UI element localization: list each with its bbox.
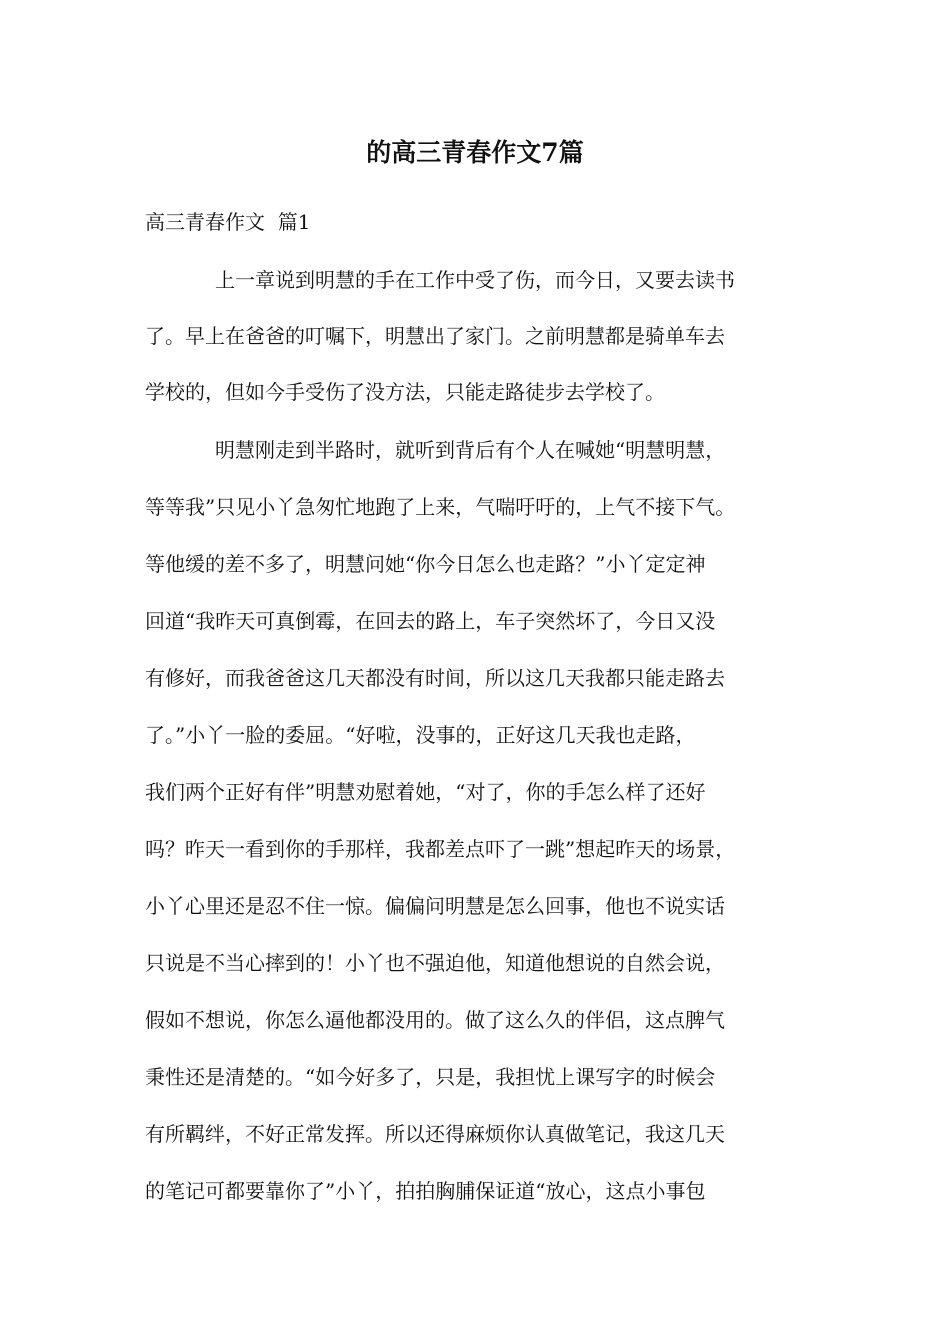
paragraph-line: 了。早上在爸爸的叮嘱下，明慧出了家门。之前明慧都是骑单车去 — [145, 324, 725, 348]
document-title: 的高三青春作文7篇 — [366, 138, 584, 167]
paragraph-line: 明慧刚走到半路时，就听到背后有个人在喊她“明慧明慧， — [215, 438, 726, 462]
paragraph-line: 我们两个正好有伴”明慧劝慰着她，“对了，你的手怎么样了还好 — [145, 780, 706, 804]
paragraph-line: 小丫心里还是忍不住一惊。偏偏问明慧是怎么回事，他也不说实话 — [145, 894, 725, 918]
paragraph-line: 等他缓的差不多了，明慧问她“你今日怎么也走路？”小丫定定神 — [145, 552, 706, 576]
paragraph-line: 只说是不当心摔到的！小丫也不强迫他，知道他想说的自然会说， — [145, 951, 725, 975]
paragraph-line: 的笔记可都要靠你了”小丫，拍拍胸脯保证道“放心，这点小事包 — [145, 1179, 706, 1203]
paragraph-line: 上一章说到明慧的手在工作中受了伤，而今日，又要去读书 — [215, 268, 735, 292]
paragraph-line: 回道“我昨天可真倒霉，在回去的路上，车子突然坏了，今日又没 — [145, 609, 716, 633]
paragraph-line: 等等我”只见小丫急匆忙地跑了上来，气喘吁吁的，上气不接下气。 — [145, 495, 736, 519]
paragraph-line: 学校的，但如今手受伤了没方法，只能走路徒步去学校了。 — [145, 380, 665, 404]
paragraph-line: 了。”小丫一脸的委屈。“好啦，没事的，正好这几天我也走路， — [145, 723, 696, 747]
paragraph-line: 假如不想说，你怎么逼他都没用的。做了这么久的伴侣，这点脾气 — [145, 1008, 725, 1032]
section-heading: 高三青春作文 篇1 — [145, 210, 311, 234]
paragraph-line: 有所羁绊，不好正常发挥。所以还得麻烦你认真做笔记，我这几天 — [145, 1122, 725, 1146]
paragraph-line: 有修好，而我爸爸这几天都没有时间，所以这几天我都只能走路去 — [145, 666, 725, 690]
paragraph-line: 秉性还是清楚的。“如今好多了，只是，我担忧上课写字的时候会 — [145, 1065, 716, 1089]
paragraph-line: 吗？昨天一看到你的手那样，我都差点吓了一跳”想起昨天的场景， — [145, 837, 736, 861]
